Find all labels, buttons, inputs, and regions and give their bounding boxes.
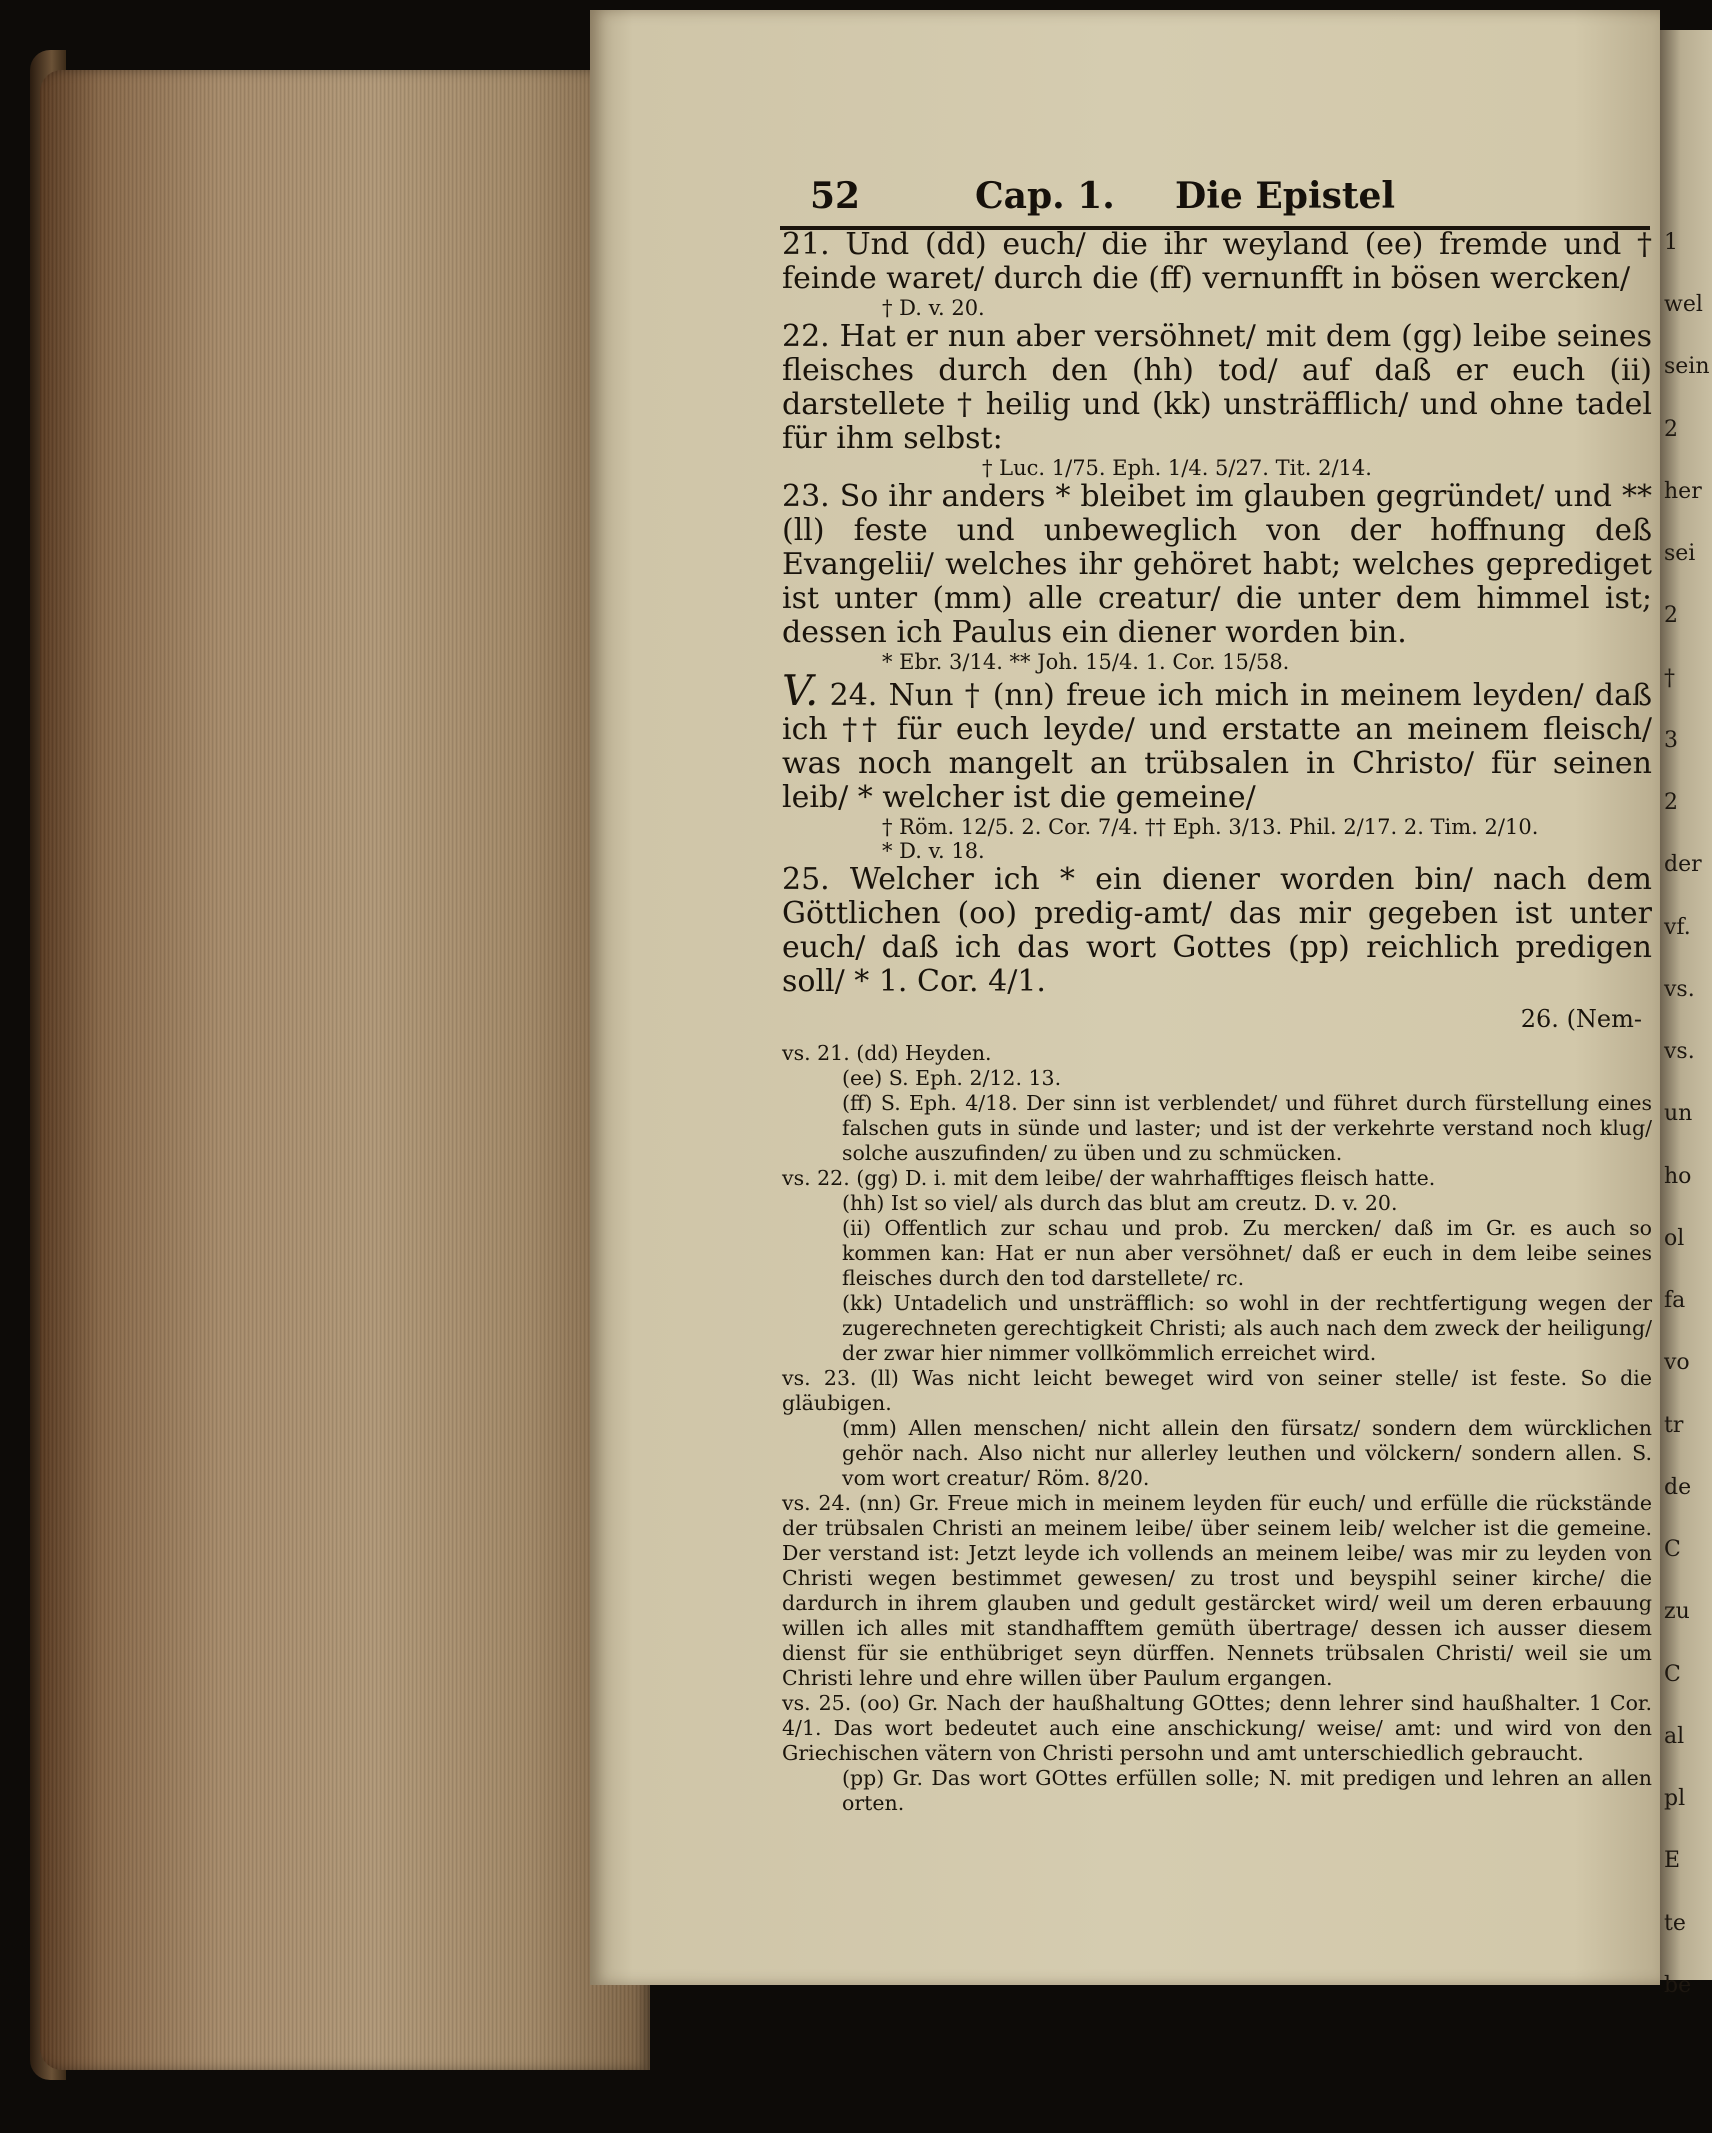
page-stack-fore-edge bbox=[40, 70, 650, 2070]
note-22b: (hh) Ist so viel/ als durch das blut am creutz. D. v. 20. bbox=[842, 1191, 1398, 1215]
note-23b: (mm) Allen menschen/ nicht allein den fürsatz/ sondern dem würcklichen gehör nach. Also nicht nur allerley leuthen und völckern/ sondern allen. S. vom wort creatur/ Röm. 8/20. bbox=[842, 1416, 1652, 1490]
adjacent-page-fragment: 2 bbox=[1664, 416, 1678, 442]
adjacent-page-fragment: al bbox=[1664, 1723, 1685, 1749]
catchword: 26. (Nem- bbox=[1520, 1005, 1642, 1033]
adjacent-page-fragment: wel bbox=[1664, 292, 1703, 318]
note-21b: (ee) S. Eph. 2/12. 13. bbox=[842, 1066, 1062, 1090]
adjacent-page-fragment: te bbox=[1664, 1910, 1686, 1936]
note-21c: (ff) S. Eph. 4/18. Der sinn ist verblendet/ und führet durch fürstellung eines falschen guts in sünde und laster; und ist der verkehrte verstand noch klug/ solche auszufinden/ zu üben und zu schmücken. bbox=[842, 1091, 1652, 1165]
adjacent-page-fragment: sei bbox=[1664, 541, 1696, 567]
adjacent-page-fragment: tr bbox=[1664, 1412, 1684, 1438]
adjacent-page-fragment: 3 bbox=[1664, 727, 1678, 753]
page-body bbox=[782, 228, 1652, 1816]
reference-22: † Luc. 1/75. Eph. 1/4. 5/27. Tit. 2/14. bbox=[982, 456, 1372, 480]
adjacent-page-fragment: † bbox=[1664, 665, 1675, 691]
adjacent-page-fragment: vf. bbox=[1664, 914, 1691, 940]
note-21a: vs. 21. (dd) Heyden. bbox=[782, 1041, 992, 1065]
note-25a: vs. 25. (oo) Gr. Nach der haußhaltung GOttes; denn lehrer sind haußhalter. 1 Cor. 4/1. Das wort bedeutet auch eine anschickung/ weise/ amt: und wird von den Griechischen vätern von Christi persohn und amt unterschiedlich gebraucht. bbox=[782, 1691, 1652, 1765]
adjacent-page-fragment: her bbox=[1664, 478, 1702, 504]
adjacent-page-fragment: ol bbox=[1664, 1225, 1685, 1251]
verse-22: 22. Hat er nun aber versöhnet/ mit dem (gg) leibe seines fleisches durch den (hh) tod/ auf daß er euch (ii) darstellete † heilig und (kk) unsträfflich/ und ohne tadel für ihm selbst: bbox=[782, 319, 1652, 456]
adjacent-page-fragment: C bbox=[1664, 1661, 1681, 1687]
adjacent-page-fragment: vs. bbox=[1664, 976, 1695, 1002]
note-22c: (ii) Offentlich zur schau und prob. Zu mercken/ daß im Gr. es auch so kommen kan: Hat er nun aber versöhnet/ daß er euch in dem leibe seines fleisches durch den tod darstellete/ rc. bbox=[842, 1216, 1652, 1290]
adjacent-page-edge bbox=[1660, 30, 1712, 1998]
note-22a: vs. 22. (gg) D. i. mit dem leibe/ der wahrhafftiges fleisch hatte. bbox=[782, 1166, 1436, 1190]
verse-23: 23. So ihr anders * bleibet im glauben gegründet/ und ** (ll) feste und unbeweglich von der hoffnung deß Evangelii/ welches ihr gehöret habt; welches geprediget ist unter (mm) alle creatur/ die unter dem himmel ist; dessen ich Paulus ein diener worden bin. bbox=[782, 479, 1652, 650]
adjacent-page-fragment: 2 bbox=[1664, 790, 1678, 816]
reference-24b: * D. v. 18. bbox=[882, 839, 985, 863]
adjacent-page-fragment: vo bbox=[1664, 1350, 1690, 1376]
adjacent-page-fragment: vs. bbox=[1664, 1039, 1695, 1065]
reference-21: † D. v. 20. bbox=[882, 296, 985, 320]
adjacent-page-fragment: de bbox=[1664, 1474, 1692, 1500]
adjacent-page-fragment: sein bbox=[1664, 354, 1710, 380]
adjacent-page-fragment: C bbox=[1664, 1537, 1681, 1563]
verse-25: 25. Welcher ich * ein diener worden bin/ nach dem Göttlichen (oo) predig-amt/ das mir gegeben ist unter euch/ daß ich das wort Gottes (pp) reichlich predigen soll/ * 1. Cor. 4/1. bbox=[782, 862, 1652, 999]
note-22d: (kk) Untadelich und unsträfflich: so wohl in der rechtfertigung wegen der zugerechneten gerechtigkeit Christi; als auch nach dem zweck der heiligung/ der zwar hier nimmer vollkömmlich erreichet wird. bbox=[842, 1291, 1652, 1365]
reference-24a: † Röm. 12/5. 2. Cor. 7/4. †† Eph. 3/13. Phil. 2/17. 2. Tim. 2/10. bbox=[882, 815, 1539, 839]
adjacent-page-fragment: 2 bbox=[1664, 603, 1678, 629]
note-23a: vs. 23. (ll) Was nicht leicht beweget wird von seiner stelle/ ist feste. So die gläubigen. bbox=[782, 1366, 1652, 1415]
page-number: 52 bbox=[810, 175, 861, 217]
section-mark: V. bbox=[782, 666, 819, 715]
adjacent-page-fragment: zu bbox=[1664, 1599, 1690, 1625]
adjacent-page-fragment: 1 bbox=[1664, 230, 1678, 255]
chapter-label: Cap. 1. bbox=[975, 175, 1115, 217]
adjacent-page-fragment: be bbox=[1664, 1972, 1692, 1998]
adjacent-page-fragment: fa bbox=[1664, 1288, 1686, 1314]
adjacent-page-fragment: ho bbox=[1664, 1163, 1692, 1189]
verse-24-block bbox=[782, 666, 1652, 815]
adjacent-page-fragment: un bbox=[1664, 1101, 1693, 1127]
reference-23: * Ebr. 3/14. ** Joh. 15/4. 1. Cor. 15/58. bbox=[882, 650, 1290, 674]
verse-24: 24. Nun † (nn) freue ich mich in meinem leyden/ daß ich †† für euch leyde/ und erstatte an meinem fleisch/ was noch mangelt an trübsalen in Christo/ für seinen leib/ * welcher ist die gemeine/ bbox=[782, 678, 1652, 815]
adjacent-page-fragment: E bbox=[1664, 1848, 1681, 1874]
verse-21: 21. Und (dd) euch/ die ihr weyland (ee) fremde und † feinde waret/ durch die (ff) vernunfft in bösen wercken/ bbox=[782, 227, 1652, 296]
adjacent-page-fragment: der bbox=[1664, 852, 1702, 878]
page-header bbox=[810, 175, 1650, 223]
running-title: Die Epistel bbox=[1175, 175, 1396, 217]
adjacent-page-fragment: pl bbox=[1664, 1786, 1686, 1812]
note-25b: (pp) Gr. Das wort GOttes erfüllen solle; N. mit predigen und lehren an allen orten. bbox=[842, 1766, 1652, 1815]
note-24: vs. 24. (nn) Gr. Freue mich in meinem leyden für euch/ und erfülle die rückstände der trübsalen Christi an meinem leibe/ über seinem leib/ welcher ist die gemeine. Der verstand ist: Jetzt leyde ich vollends an meinem leibe/ was mir zu leyden von Christi wegen bestimmet gewesen/ zu trost und beyspihl seiner kirche/ die dardurch in ihrem glauben und gedult gestärcket wird/ weil um deren erbauung willen ich alles mit standhafftem gemüth übertrage/ dessen ich ausser diesem dienst für sie enthübriget seyn dürffen. Nennets trübsalen Christi/ weil sie um Christi lehre und ehre willen über Paulum ergangen. bbox=[782, 1491, 1652, 1690]
